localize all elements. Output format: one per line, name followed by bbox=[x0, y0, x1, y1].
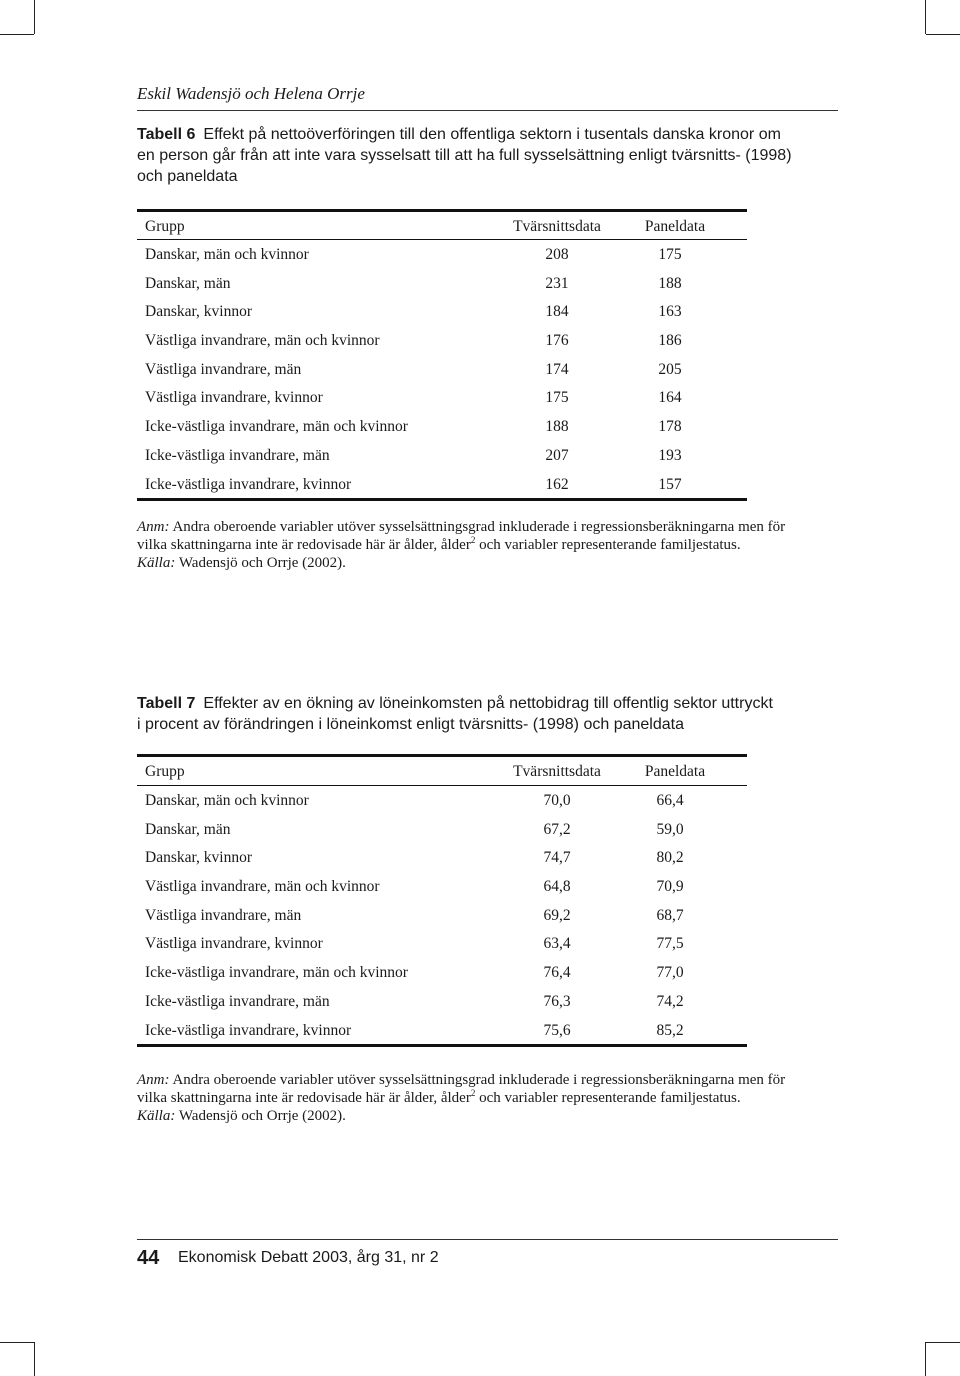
crop-mark bbox=[34, 0, 35, 34]
table-body bbox=[137, 240, 747, 498]
table-cell: 193 bbox=[658, 446, 682, 464]
row-label: Danskar, män bbox=[145, 274, 231, 292]
table-cell: 74,7 bbox=[543, 849, 571, 867]
table-cell: 75,6 bbox=[543, 1021, 571, 1039]
table-cell: 186 bbox=[658, 332, 682, 350]
table-row bbox=[137, 958, 747, 987]
table6-title-line: och paneldata bbox=[137, 168, 238, 185]
table-row bbox=[137, 786, 747, 815]
table-row bbox=[137, 326, 747, 355]
table6-caption bbox=[137, 124, 837, 187]
table-row bbox=[137, 843, 747, 872]
note-text: och variabler representerande familjestatus. bbox=[479, 1090, 741, 1106]
table-cell: 157 bbox=[658, 475, 682, 493]
column-header: Paneldata bbox=[644, 763, 706, 780]
table-row bbox=[137, 901, 747, 930]
table7-title-line: i procent av förändringen i löneinkomst enligt tvärsnitts- (1998) och paneldata bbox=[137, 716, 684, 733]
column-header: Paneldata bbox=[644, 218, 706, 235]
table-row bbox=[137, 355, 747, 384]
table-cell: 164 bbox=[658, 389, 682, 407]
row-label: Icke-västliga invandrare, kvinnor bbox=[145, 475, 352, 493]
table-cell: 70,9 bbox=[656, 878, 684, 896]
row-label: Icke-västliga invandrare, män bbox=[145, 992, 330, 1010]
table-cell: 162 bbox=[545, 475, 569, 493]
column-header: Tvärsnittsdata bbox=[513, 763, 601, 780]
table-row bbox=[137, 987, 747, 1016]
table-cell: 178 bbox=[658, 418, 682, 436]
running-head: Eskil Wadensjö och Helena Orrje bbox=[137, 84, 365, 103]
source-label: Källa: bbox=[137, 1108, 176, 1124]
crop-mark bbox=[34, 1342, 35, 1376]
table6-title-line: en person går från att inte vara sysselsatt till att ha full sysselsättning enligt tvärsnitts- (1998) bbox=[137, 147, 792, 164]
table-cell: 163 bbox=[658, 303, 682, 321]
table6-label: Tabell 6 bbox=[137, 126, 196, 143]
row-label: Västliga invandrare, män och kvinnor bbox=[145, 878, 380, 896]
table-row bbox=[137, 269, 747, 298]
note-text: och variabler representerande familjestatus. bbox=[479, 537, 741, 553]
note-text: vilka skattningarna inte är redovisade här är ålder, ålder bbox=[137, 1090, 471, 1106]
table-cell: 184 bbox=[545, 303, 569, 321]
crop-mark bbox=[0, 34, 34, 35]
table-cell: 176 bbox=[545, 332, 569, 350]
table-cell: 205 bbox=[658, 360, 682, 378]
table-row bbox=[137, 872, 747, 901]
crop-mark bbox=[925, 0, 926, 34]
table6-note bbox=[137, 518, 847, 572]
column-header: Tvärsnittsdata bbox=[513, 218, 601, 235]
row-label: Västliga invandrare, män bbox=[145, 360, 302, 378]
column-header: Grupp bbox=[145, 218, 185, 235]
crop-mark bbox=[0, 1342, 34, 1343]
table-cell: 66,4 bbox=[656, 792, 684, 809]
row-label: Icke-västliga invandrare, män bbox=[145, 446, 330, 464]
table-cell: 85,2 bbox=[656, 1021, 684, 1039]
row-label: Västliga invandrare, kvinnor bbox=[145, 389, 323, 407]
table-cell: 231 bbox=[545, 274, 569, 292]
table-row bbox=[137, 470, 747, 499]
table-cell: 77,0 bbox=[656, 964, 684, 982]
footer-rule bbox=[137, 1239, 838, 1240]
table-cell: 175 bbox=[545, 389, 569, 407]
table-cell: 76,4 bbox=[543, 964, 571, 982]
row-label: Danskar, män och kvinnor bbox=[145, 246, 309, 263]
table-bottom-rule bbox=[137, 498, 747, 501]
crop-mark bbox=[926, 1342, 960, 1343]
note-text: vilka skattningarna inte är redovisade här är ålder, ålder bbox=[137, 537, 471, 553]
table-body bbox=[137, 786, 747, 1044]
note-text: Andra oberoende variabler utöver sysselsättningsgrad inkluderade i regressionsberäkningarna men för bbox=[172, 519, 786, 535]
table7-note bbox=[137, 1071, 847, 1125]
table-row bbox=[137, 412, 747, 441]
note-label: Anm: bbox=[137, 1072, 170, 1088]
table-row bbox=[137, 441, 747, 470]
table-cell: 76,3 bbox=[543, 992, 571, 1010]
table-cell: 175 bbox=[658, 246, 682, 263]
row-label: Västliga invandrare, kvinnor bbox=[145, 935, 323, 953]
table7-caption bbox=[137, 693, 837, 735]
crop-mark bbox=[926, 34, 960, 35]
table-cell: 188 bbox=[658, 274, 682, 292]
table-row bbox=[137, 297, 747, 326]
table-cell: 207 bbox=[545, 446, 569, 464]
table-cell: 77,5 bbox=[656, 935, 684, 953]
table-bottom-rule bbox=[137, 1044, 747, 1047]
row-label: Västliga invandrare, män bbox=[145, 906, 302, 924]
table-cell: 80,2 bbox=[656, 849, 684, 867]
table-cell: 59,0 bbox=[656, 820, 684, 838]
source-text: Wadensjö och Orrje (2002). bbox=[178, 1108, 346, 1124]
table-row bbox=[137, 240, 747, 269]
table-cell: 63,4 bbox=[543, 935, 571, 953]
table-cell: 70,0 bbox=[543, 792, 571, 809]
row-label: Danskar, kvinnor bbox=[145, 303, 252, 321]
table-cell: 68,7 bbox=[656, 906, 684, 924]
table6 bbox=[137, 209, 747, 501]
journal-info: Ekonomisk Debatt 2003, årg 31, nr 2 bbox=[178, 1249, 439, 1266]
table-cell: 67,2 bbox=[543, 820, 571, 838]
source-label: Källa: bbox=[137, 555, 176, 571]
superscript: 2 bbox=[470, 535, 476, 545]
table7-title-line: Effekter av en ökning av löneinkomsten på nettobidrag till offentlig sektor uttryckt bbox=[203, 695, 773, 712]
row-label: Västliga invandrare, män och kvinnor bbox=[145, 332, 380, 350]
row-label: Danskar, män och kvinnor bbox=[145, 792, 309, 809]
note-label: Anm: bbox=[137, 519, 170, 535]
table-row bbox=[137, 383, 747, 412]
table7-label: Tabell 7 bbox=[137, 695, 196, 712]
table-cell: 174 bbox=[545, 360, 569, 378]
source-text: Wadensjö och Orrje (2002). bbox=[178, 555, 346, 571]
table-header-row bbox=[137, 757, 747, 785]
page-number: 44 bbox=[137, 1247, 160, 1269]
table-cell: 208 bbox=[545, 246, 569, 263]
table-row bbox=[137, 1016, 747, 1045]
table-cell: 64,8 bbox=[543, 878, 571, 896]
table-cell: 69,2 bbox=[543, 906, 571, 924]
table-cell: 74,2 bbox=[656, 992, 684, 1010]
table7 bbox=[137, 754, 747, 1047]
table-row bbox=[137, 815, 747, 844]
row-label: Danskar, kvinnor bbox=[145, 849, 252, 867]
row-label: Icke-västliga invandrare, män och kvinnor bbox=[145, 418, 408, 436]
row-label: Danskar, män bbox=[145, 820, 231, 838]
column-header: Grupp bbox=[145, 763, 185, 780]
table-header-row bbox=[137, 212, 747, 239]
crop-mark bbox=[925, 1342, 926, 1376]
superscript: 2 bbox=[470, 1088, 476, 1098]
note-text: Andra oberoende variabler utöver sysselsättningsgrad inkluderade i regressionsberäkningarna men för bbox=[172, 1072, 786, 1088]
table-cell: 188 bbox=[545, 418, 569, 436]
header-rule bbox=[137, 110, 838, 111]
table-row bbox=[137, 929, 747, 958]
table6-title-line: Effekt på nettoöverföringen till den offentliga sektorn i tusentals danska kronor om bbox=[203, 126, 781, 143]
row-label: Icke-västliga invandrare, män och kvinnor bbox=[145, 964, 408, 982]
row-label: Icke-västliga invandrare, kvinnor bbox=[145, 1021, 352, 1039]
